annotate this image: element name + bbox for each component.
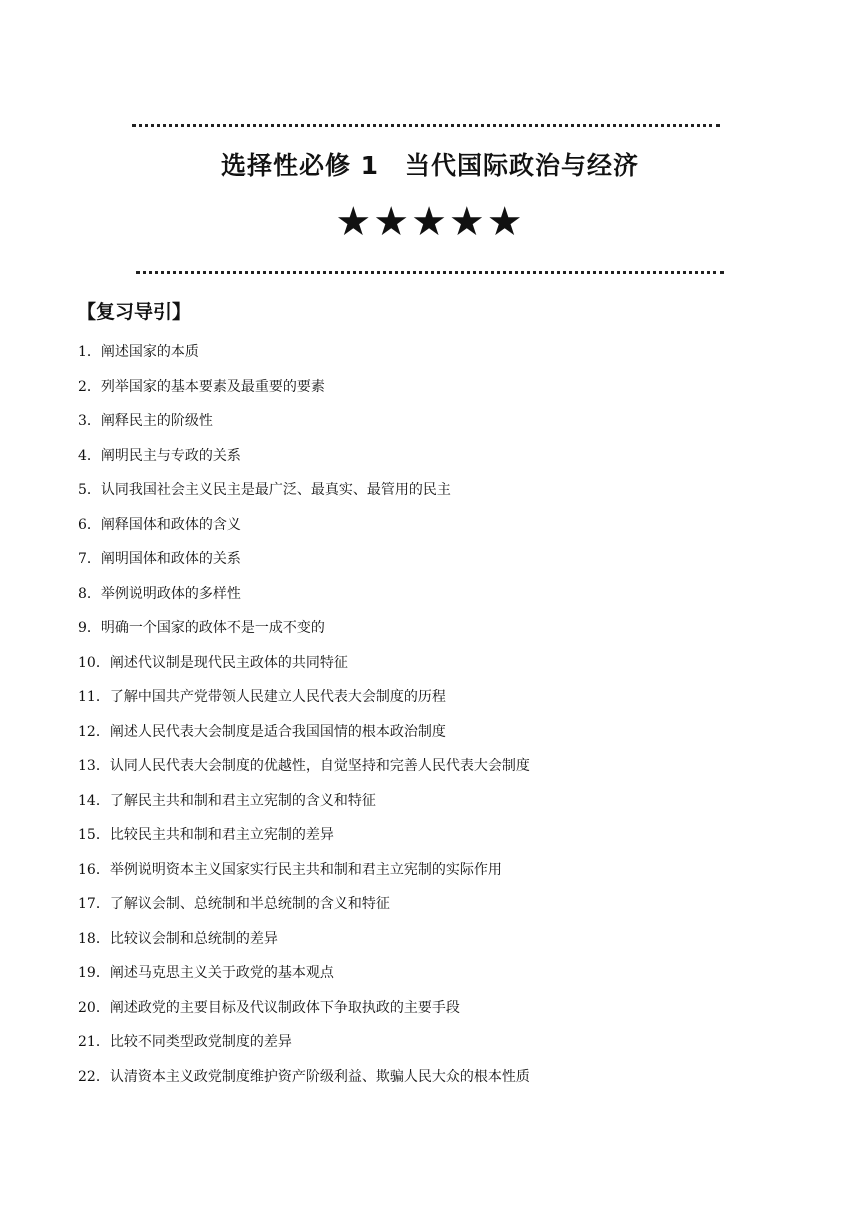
item-number: 7．: [78, 551, 101, 567]
review-guide-list: [78, 339, 530, 1098]
list-item: [78, 719, 530, 754]
list-item: [78, 822, 530, 857]
item-number: 9．: [78, 620, 101, 636]
list-item: [78, 788, 530, 823]
list-item: [78, 477, 530, 512]
list-item: [78, 960, 530, 995]
list-item: [78, 443, 530, 478]
item-number: 17．: [78, 896, 110, 912]
item-text: 明确一个国家的政体不是一成不变的: [100, 620, 325, 636]
item-text: 了解民主共和制和君主立宪制的含义和特征: [109, 792, 376, 809]
item-number: 22．: [78, 1068, 110, 1085]
item-text: 阐述国家的本质: [100, 344, 199, 360]
item-text: 阐述政党的主要目标及代议制政体下争取执政的主要手段: [109, 999, 460, 1016]
item-text: 认同人民代表大会制度的优越性，自觉坚持和完善人民代表大会制度: [109, 758, 530, 774]
list-item: [78, 684, 530, 719]
item-number: 4．: [78, 447, 101, 464]
page-title: 选择性必修 1 当代国际政治与经济: [220, 151, 640, 180]
item-text: 阐释民主的阶级性: [100, 413, 213, 429]
item-number: 18．: [78, 930, 110, 947]
item-text: 举例说明资本主义国家实行民主共和制和君主立宪制的实际作用: [109, 861, 502, 878]
item-text: 了解议会制、总统制和半总统制的含义和特征: [109, 896, 390, 912]
item-number: 14．: [78, 792, 110, 809]
item-number: 1．: [78, 344, 101, 360]
list-item: [78, 857, 530, 892]
item-number: 12．: [78, 723, 110, 740]
item-text: 比较民主共和制和君主立宪制的差异: [109, 827, 334, 843]
item-text: 阐明民主与专政的关系: [100, 447, 241, 464]
item-number: 15．: [78, 827, 110, 843]
list-item: [78, 615, 530, 650]
item-number: 5．: [78, 482, 101, 498]
list-item: [78, 995, 530, 1030]
bottom-dotted-divider: [136, 271, 724, 274]
difficulty-stars: ★★★★★: [335, 199, 525, 245]
list-item: [78, 1029, 530, 1064]
list-item: [78, 408, 530, 443]
item-number: 10．: [78, 654, 110, 671]
top-dotted-divider: [132, 124, 720, 127]
item-text: 阐述代议制是现代民主政体的共同特征: [109, 654, 348, 671]
item-number: 20．: [78, 999, 110, 1016]
list-item: [78, 891, 530, 926]
item-number: 11．: [78, 689, 110, 705]
list-item: [78, 650, 530, 685]
item-text: 阐述人民代表大会制度是适合我国国情的根本政治制度: [109, 723, 446, 740]
item-text: 了解中国共产党带领人民建立人民代表大会制度的历程: [109, 689, 446, 705]
item-text: 认同我国社会主义民主是最广泛、最真实、最管用的民主: [100, 482, 451, 498]
list-item: [78, 581, 530, 616]
list-item: [78, 339, 530, 374]
item-text: 比较不同类型政党制度的差异: [109, 1034, 292, 1050]
list-item: [78, 753, 530, 788]
item-number: 16．: [78, 861, 110, 878]
item-number: 13．: [78, 758, 110, 774]
item-number: 2．: [78, 378, 101, 395]
item-text: 阐明国体和政体的关系: [100, 551, 241, 567]
list-item: [78, 1064, 530, 1099]
list-item: [78, 512, 530, 547]
item-number: 8．: [78, 585, 101, 602]
list-item: [78, 374, 530, 409]
list-item: [78, 926, 530, 961]
section-heading: 【复习导引】: [77, 301, 192, 323]
item-number: 19．: [78, 965, 110, 981]
item-text: 认清资本主义政党制度维护资产阶级利益、欺骗人民大众的根本性质: [109, 1068, 530, 1085]
item-text: 举例说明政体的多样性: [100, 585, 241, 602]
list-item: [78, 546, 530, 581]
item-text: 列举国家的基本要素及最重要的要素: [100, 378, 325, 395]
item-text: 阐述马克思主义关于政党的基本观点: [109, 965, 334, 981]
item-number: 6．: [78, 516, 101, 533]
item-number: 21．: [78, 1034, 110, 1050]
item-text: 比较议会制和总统制的差异: [109, 930, 278, 947]
item-text: 阐释国体和政体的含义: [100, 516, 241, 533]
item-number: 3．: [78, 413, 101, 429]
